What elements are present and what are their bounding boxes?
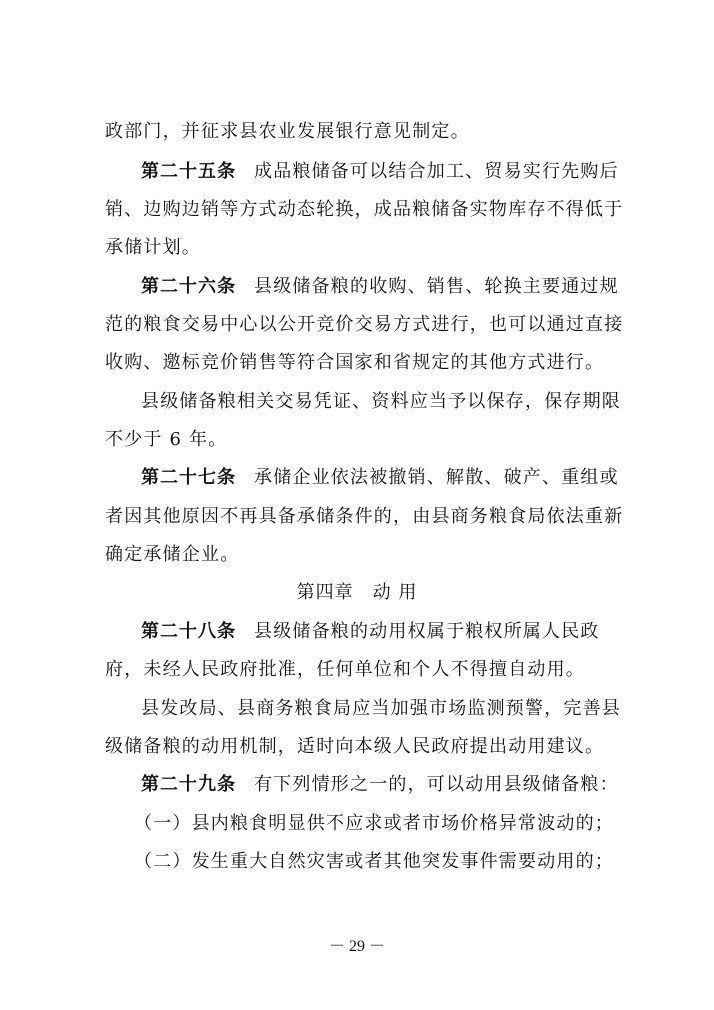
list-item: （二）发生重大自然灾害或者其他突发事件需要动用的；	[134, 851, 614, 872]
text-line: 级储备粮的动用机制，适时向本级人民政府提出动用建议。	[105, 736, 605, 757]
article-28-heading: 第二十八条	[141, 621, 236, 642]
text-line: 县级储备粮的动用权属于粮权所属人民政	[254, 621, 600, 642]
article-26-line	[141, 272, 619, 302]
article-29-line	[141, 770, 619, 800]
article-26-heading: 第二十六条	[141, 276, 236, 297]
text-line: 不少于 6 年。	[105, 429, 228, 450]
text-line: 确定承储企业。	[105, 544, 240, 565]
text-line: 县级储备粮的收购、销售、轮换主要通过规	[254, 276, 619, 297]
text-line: 承储计划。	[105, 237, 201, 258]
list-item: （一）县内粮食明显供不应求或者市场价格异常波动的；	[134, 813, 614, 834]
text-line: 范的粮食交易中心以公开竞价交易方式进行，也可以通过直接	[105, 314, 624, 335]
article-27-heading: 第二十七条	[141, 467, 236, 488]
text-line: 府，未经人民政府批准，任何单位和个人不得擅自动用。	[105, 659, 585, 680]
text-line: 收购、邀标竞价销售等符合国家和省规定的其他方式进行。	[105, 352, 605, 373]
text-line: 者因其他原因不再具备承储条件的，由县商务粮食局依法重新	[105, 506, 624, 527]
text-line: 承储企业依法被撤销、解散、破产、重组或	[254, 467, 619, 488]
article-27-line	[141, 463, 619, 493]
text-line: 成品粮储备可以结合加工、贸易实行先购后	[254, 161, 619, 182]
chapter-heading: 第四章 动 用	[296, 582, 418, 603]
text-line: 县发改局、县商务粮食局应当加强市场监测预警，完善县	[141, 698, 621, 719]
article-28-line	[141, 617, 615, 647]
article-25-line	[141, 157, 619, 187]
page-number: － 29 －	[328, 938, 385, 955]
text-line: 政部门，并征求县农业发展银行意见制定。	[105, 121, 470, 142]
article-29-heading: 第二十九条	[141, 774, 236, 795]
text-line: 销、边购边销等方式动态轮换，成品粮储备实物库存不得低于	[105, 199, 624, 220]
text-line: 县级储备粮相关交易凭证、资料应当予以保存，保存期限	[141, 391, 621, 412]
article-25-heading: 第二十五条	[141, 161, 236, 182]
text-line: 有下列情形之一的，可以动用县级储备粮：	[254, 774, 619, 795]
